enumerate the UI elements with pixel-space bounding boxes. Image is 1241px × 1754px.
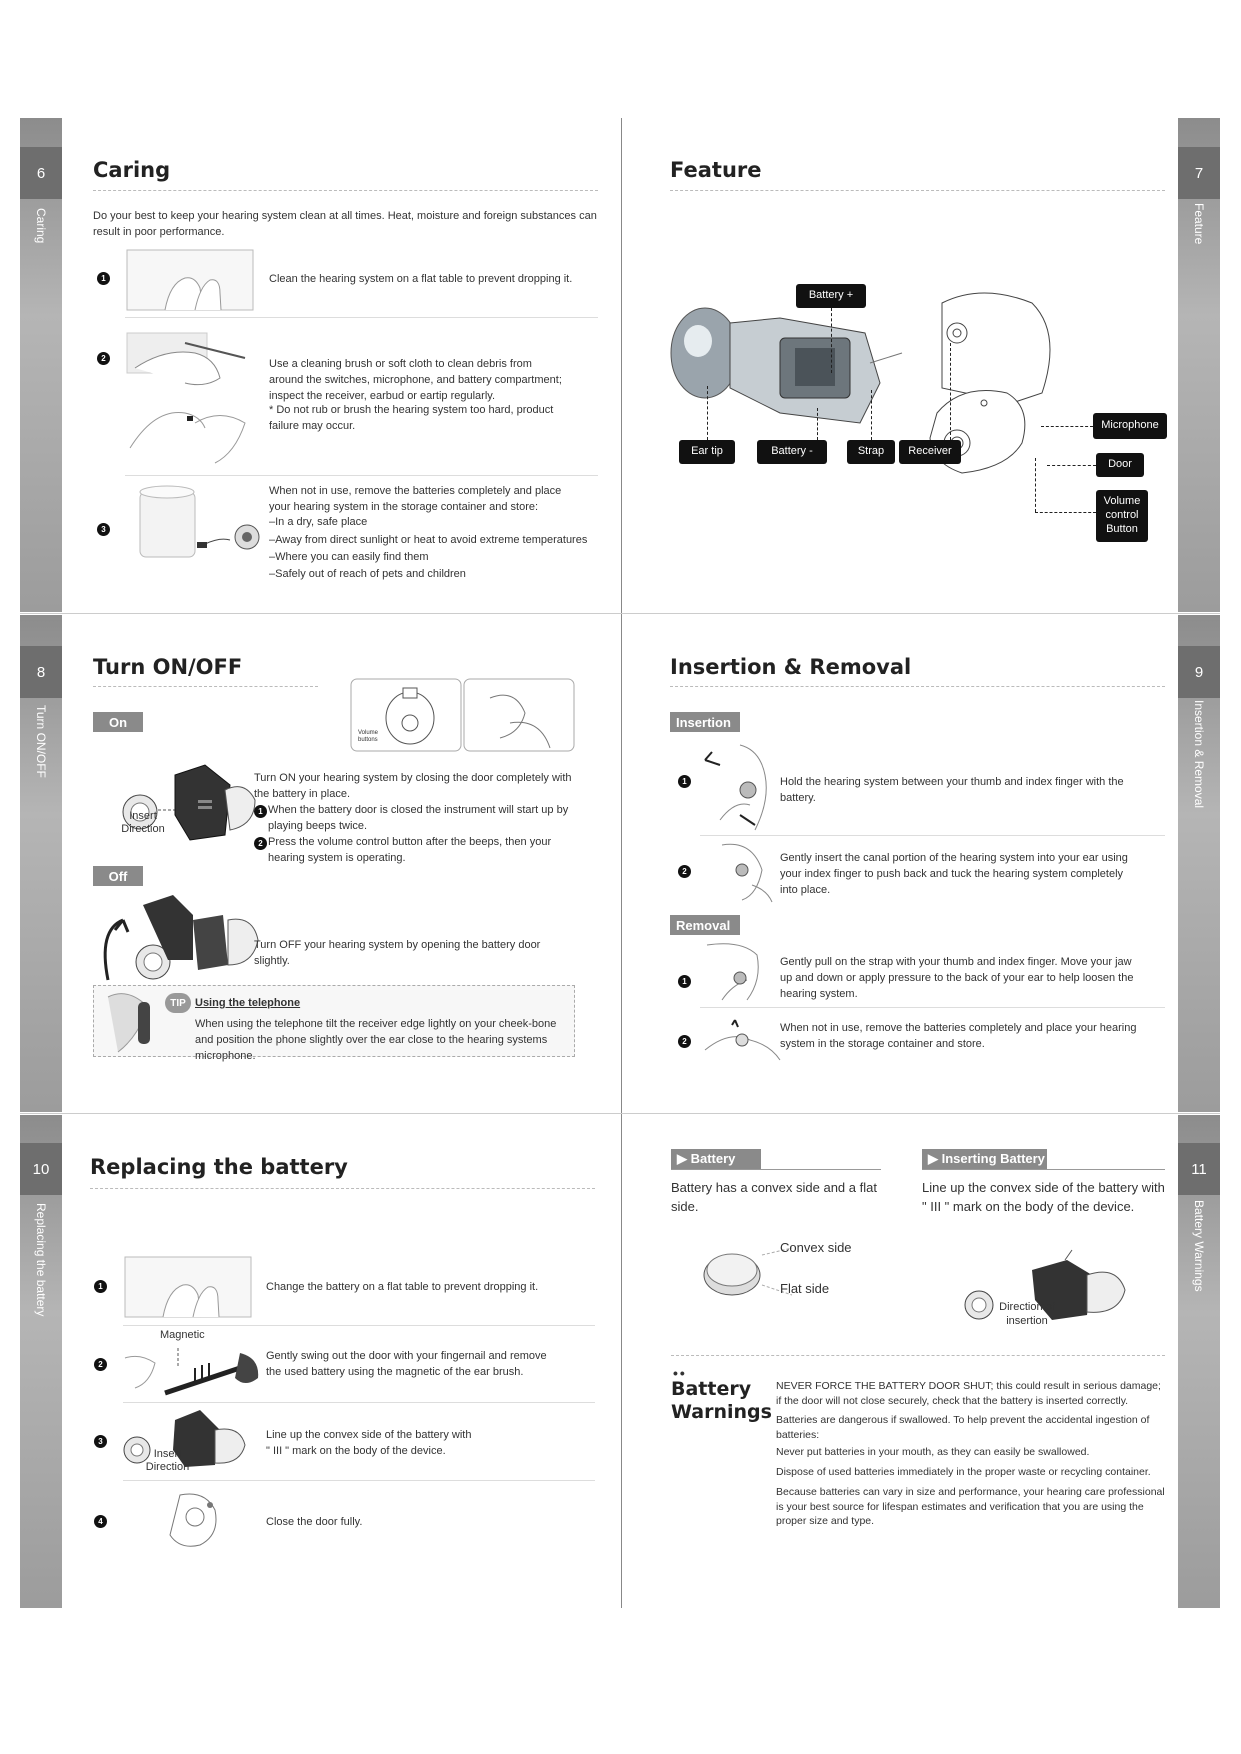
point-number: 1 [254,805,267,818]
warning-item: Batteries are dangerous if swallowed. To help prevent the accidental ingestion of batteries: [776,1414,1150,1441]
off-badge: Off [93,866,143,886]
step3-item: –Safely out of reach of pets and children [269,568,466,580]
on-point2: Press the volume control button after the beeps, then your hearing system is operating. [268,836,552,864]
direction-of-insertion-label: Direction of insertion [999,1301,1055,1328]
page-title: Insertion & Removal [670,655,912,679]
spine-line [621,118,622,1608]
leader-line [1041,426,1093,427]
page-feature [622,118,1220,612]
step2-note: * Do not rub or brush the hearing system too hard, product failure may occur. [269,404,554,432]
insert-direction-label: Insert Direction [121,810,165,836]
fold-line [20,613,1220,614]
step1-text: Change the battery on a flat table to prevent dropping it. [266,1281,539,1293]
warning-item: Never put batteries in your mouth, as they can easily be swallowed. [776,1446,1090,1458]
leader-line [831,308,832,373]
warning-dots-icon: •• [673,1365,687,1381]
label-strap: Strap [847,440,895,464]
on-text: Turn ON your hearing system by closing the door completely with the battery in place. [254,772,572,800]
divider [123,1325,595,1326]
page-title: Replacing the battery [90,1155,348,1179]
battery-badge: ▶ Battery [671,1149,761,1169]
inserting-battery-badge: ▶ Inserting Battery [922,1149,1047,1169]
step2-text: Gently swing out the door with your fingernail and remove the used battery using the magnetic of the ear brush. [266,1350,547,1378]
insertion-step2: Gently insert the canal portion of the hearing system into your ear using your index finger to push back and tuck the hearing system completely into place. [780,852,1128,896]
fold-line [20,1113,1220,1114]
illustration-telephone [98,987,168,1055]
tab-label: Turn ON/OFF [34,705,48,778]
tab-label: Insertion & Removal [1192,700,1206,809]
step-number: 2 [678,1035,691,1048]
illustration-table-hands [125,248,255,313]
step-number: 2 [97,352,110,365]
page-number: 11 [1178,1143,1220,1195]
page-number: 6 [20,147,62,199]
point-number: 2 [254,837,267,850]
tip-title: Using the telephone [195,997,301,1009]
step4-text: Close the door fully. [266,1516,363,1528]
battery-warnings-title: Battery Warnings [671,1378,772,1423]
page-caring [20,118,620,612]
convex-side-label: Convex side [780,1240,852,1255]
on-point1: When the battery door is closed the instrument will start up by playing beeps twice. [268,804,569,832]
illustration-pull-strap [702,940,782,1010]
title-rule [93,686,318,687]
illustration-close-door [160,1485,230,1555]
label-battery-plus: Battery + [796,284,866,308]
magnetic-label: Magnetic [160,1329,205,1341]
step2-text: Use a cleaning brush or soft cloth to clean debris from around the switches, microphone, and battery compartment; inspect the receiver, earbud or eartip regularly. [269,358,562,402]
leader-line [1047,465,1096,466]
step-number: 1 [678,975,691,988]
inserting-text: Line up the convex side of the battery with " III " mark on the body of the device. [922,1180,1165,1214]
illustration-hold-hearing-aid [700,740,790,840]
flat-side-label: Flat side [780,1281,830,1296]
leader-line [1035,458,1036,512]
title-rule [670,686,1165,687]
label-battery-minus: Battery - [757,440,827,464]
page-battery-warnings [622,1115,1220,1608]
divider [123,1480,595,1481]
page-number: 9 [1178,646,1220,698]
label-receiver: Receiver [899,440,961,464]
title-rule [93,190,598,191]
step3-item: –In a dry, safe place [269,516,368,528]
step3-text: Line up the convex side of the battery with " III " mark on the body of the device. [266,1429,472,1457]
divider [700,835,1165,836]
page-number: 10 [20,1143,62,1195]
label-door: Door [1096,453,1144,477]
leader-line [1035,512,1096,513]
page-number: 8 [20,646,62,698]
on-badge: On [93,712,143,732]
step-number: 2 [94,1358,107,1371]
illustration-magnetic-brush [120,1343,265,1403]
leader-line [950,343,951,440]
label-ear-tip: Ear tip [679,440,735,464]
step-number: 3 [94,1435,107,1448]
warning-item: NEVER FORCE THE BATTERY DOOR SHUT; this could result in serious damage; if the door will not close securely, check that the battery is inserted correctly. [776,1380,1161,1407]
illustration-insert-into-ear [712,840,782,905]
illustration-table-hands [123,1255,253,1320]
tab-label: Battery Warnings [1192,1200,1206,1292]
battery-text: Battery has a convex side and a flat side. [671,1180,877,1214]
page-replacing-battery [20,1115,620,1608]
insertion-badge: Insertion [670,712,740,732]
removal-badge: Removal [670,915,740,935]
step-number: 1 [97,272,110,285]
warning-item: Because batteries can vary in size and performance, your hearing care professional is your best source for lifespan estimates and verification that you are using the proper size and type. [776,1486,1165,1528]
insert-direction-label: Insert Direction [145,1448,190,1474]
off-text: Turn OFF your hearing system by opening the battery door slightly. [254,939,541,967]
step-number: 1 [678,775,691,788]
tip-text: When using the telephone tilt the receiver edge lightly on your cheek-bone and position the phone slightly over the ear close to the hearing systems microphone. [195,1018,557,1062]
illustration-remove-batteries [700,1015,785,1070]
step3-item: –Where you can easily find them [269,551,429,563]
divider [671,1355,1165,1356]
tab-label: Feature [1192,203,1206,245]
title-rule [90,1188,595,1189]
label-microphone: Microphone [1093,413,1167,439]
step1-text: Clean the hearing system on a flat table to prevent dropping it. [269,273,573,285]
intro-text: Do your best to keep your hearing system clean at all times. Heat, moisture and foreign substances can result in poor performance. [93,210,597,238]
step3-text: When not in use, remove the batteries completely and place your hearing system in the storage container and store: [269,485,562,513]
divider [125,475,598,476]
step3-item: –Away from direct sunlight or heat to avoid extreme temperatures [269,534,588,546]
tab-label: Caring [34,208,48,244]
divider [700,1007,1165,1008]
page-insertion-removal [622,615,1220,1112]
illustration-battery-door-open [93,890,263,990]
insertion-step1: Hold the hearing system between your thumb and index finger with the battery. [780,776,1124,804]
volume-buttons-caption: Volume buttons [358,730,379,744]
title-rule [922,1169,1165,1170]
warning-item: Dispose of used batteries immediately in the proper waste or recycling container. [776,1466,1151,1478]
page-turn-on-off [20,615,620,1112]
label-volume-control-button: Volume control Button [1096,490,1148,542]
illustration-battery-insert-on [120,755,260,855]
leader-line [707,386,708,440]
divider [123,1402,595,1403]
tab-label: Replacing the battery [34,1203,48,1317]
illustration-storage-container [135,482,275,562]
page-number: 7 [1178,147,1220,199]
title-rule [670,190,1165,191]
page-title: Feature [670,158,762,182]
title-rule [671,1169,881,1170]
step-number: 1 [94,1280,107,1293]
step-number: 3 [97,523,110,536]
divider [125,317,598,318]
illustration-cleaning-brush [125,328,260,468]
removal-step1: Gently pull on the strap with your thumb and index finger. Move your jaw up and down or apply pressure to the back of your ear to help loosen the hearing system. [780,956,1134,1000]
tip-badge: TIP [165,993,191,1013]
page-title: Turn ON/OFF [93,655,243,679]
leader-line [871,390,872,440]
step-number: 2 [678,865,691,878]
removal-step2: When not in use, remove the batteries completely and place your hearing system in the storage container and store. [780,1022,1137,1050]
page-title: Caring [93,158,171,182]
step-number: 4 [94,1515,107,1528]
hearing-aid-side-view [670,293,890,443]
leader-line [817,408,818,440]
